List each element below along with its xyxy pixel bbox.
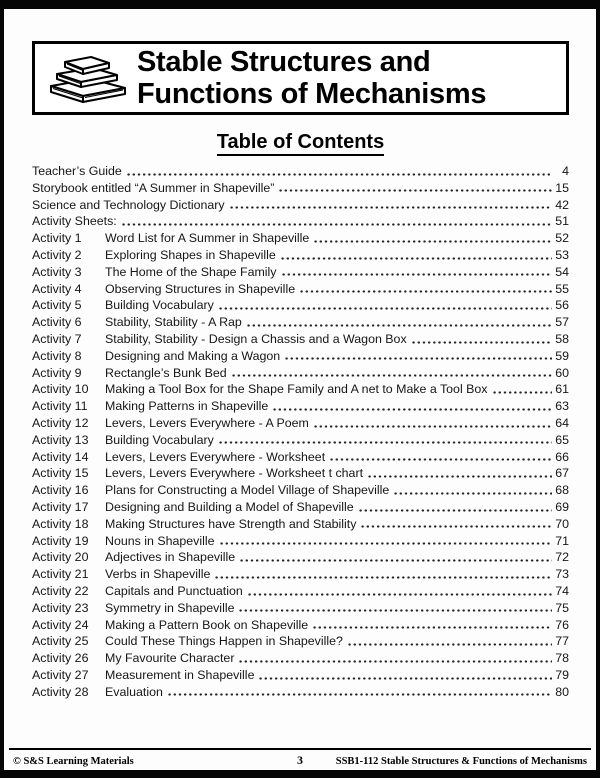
toc-activity-label: Activity 13: [32, 432, 89, 447]
toc-page-number: 15: [555, 180, 569, 195]
toc-dot-leader: [219, 533, 552, 550]
toc-activity-label: Activity 20: [32, 550, 89, 565]
toc-activity-label: Activity 8: [32, 348, 82, 363]
toc-row: [32, 617, 569, 634]
toc-dot-leader: [231, 365, 552, 382]
toc-page-number: 73: [555, 567, 569, 582]
toc-entry-title: Symmetry in Shapeville: [105, 600, 235, 615]
toc-dot-leader: [347, 633, 552, 650]
toc-row: [32, 314, 569, 331]
toc-dot-leader: [258, 667, 552, 684]
toc-activity-label: Activity 25: [32, 634, 89, 649]
footer-copyright: © S&S Learning Materials: [13, 756, 134, 767]
toc-list: [32, 163, 569, 701]
toc-dot-leader: [272, 398, 552, 415]
toc-page-number: 42: [555, 197, 569, 212]
toc-entry-title: Designing and Making a Wagon: [105, 348, 281, 363]
toc-row: [32, 281, 569, 298]
toc-page-number: 69: [555, 499, 569, 514]
toc-row: [32, 449, 569, 466]
toc-activity-label: Activity 15: [32, 466, 89, 481]
toc-activity-label: Activity 12: [32, 415, 89, 430]
toc-activity-label: Activity 1: [32, 231, 82, 246]
toc-activity-label: Activity 28: [32, 684, 89, 699]
toc-page-number: 51: [555, 214, 569, 229]
toc-entry-title: The Home of the Shape Family: [105, 264, 277, 279]
toc-page-number: 77: [555, 634, 569, 649]
toc-row: [32, 650, 569, 667]
toc-page-number: 70: [555, 516, 569, 531]
toc-entry-title: Capitals and Punctuation: [105, 583, 243, 598]
toc-dot-leader: [393, 482, 552, 499]
toc-activity-label: Activity 23: [32, 600, 89, 615]
toc-entry-title: Building Vocabulary: [105, 298, 214, 313]
toc-entry-title: Making Structures have Strength and Stability: [105, 516, 357, 531]
toc-row: [32, 633, 569, 650]
toc-entry-title: Making a Tool Box for the Shape Family and A net to Make a Tool Box: [105, 382, 488, 397]
toc-activity-label: Activity 2: [32, 247, 82, 262]
toc-activity-label: Activity 17: [32, 499, 89, 514]
toc-row: [32, 381, 569, 398]
toc-entry-title: Observing Structures in Shapeville: [105, 281, 296, 296]
toc-dot-leader: [239, 549, 552, 566]
toc-dot-leader: [312, 617, 552, 634]
footer-book-code: SSB1-112 Stable Structures & Functions of Mechanisms: [335, 756, 587, 767]
toc-page-number: 76: [555, 617, 569, 632]
toc-row: [32, 230, 569, 247]
toc-entry-title: Activity Sheets:: [32, 214, 117, 229]
toc-page-number: 79: [555, 667, 569, 682]
toc-dot-leader: [218, 432, 552, 449]
toc-dot-leader: [238, 600, 552, 617]
toc-dot-leader: [411, 331, 552, 348]
toc-dot-leader: [313, 415, 552, 432]
toc-row: [32, 432, 569, 449]
toc-activity-label: Activity 18: [32, 516, 89, 531]
toc-activity-label: Activity 27: [32, 667, 89, 682]
toc-row: [32, 516, 569, 533]
toc-activity-label: Activity 3: [32, 264, 82, 279]
toc-page-number: 66: [555, 449, 569, 464]
toc-dot-leader: [367, 465, 552, 482]
toc-entry-title: Levers, Levers Everywhere - Worksheet t chart: [105, 466, 364, 481]
toc-row: [32, 600, 569, 617]
toc-row: [32, 163, 569, 180]
toc-page-number: 54: [555, 264, 569, 279]
toc-dot-leader: [218, 297, 552, 314]
toc-page-number: 72: [555, 550, 569, 565]
toc-page-number: 64: [555, 415, 569, 430]
toc-entry-title: Stability, Stability - Design a Chassis and a Wagon Box: [105, 331, 407, 346]
toc-entry-title: My Favourite Character: [105, 651, 235, 666]
toc-entry-title: Measurement in Shapeville: [105, 667, 255, 682]
toc-page-number: 75: [555, 600, 569, 615]
toc-row: [32, 331, 569, 348]
toc-dot-leader: [360, 516, 552, 533]
toc-page-number: 71: [555, 533, 569, 548]
page-footer: [9, 748, 591, 770]
book-title-banner: [32, 41, 569, 115]
toc-heading: Table of Contents: [32, 131, 569, 154]
toc-dot-leader: [299, 281, 552, 298]
footer-page-number: 3: [297, 753, 303, 767]
toc-row: [32, 180, 569, 197]
toc-page-number: 56: [555, 298, 569, 313]
toc-entry-title: Could These Things Happen in Shapeville?: [105, 634, 343, 649]
toc-row: [32, 197, 569, 214]
toc-dot-leader: [247, 583, 552, 600]
toc-entry-title: Levers, Levers Everywhere - A Poem: [105, 415, 309, 430]
toc-row: [32, 264, 569, 281]
toc-entry-title: Making Patterns in Shapeville: [105, 399, 269, 414]
toc-page-number: 60: [555, 365, 569, 380]
toc-activity-label: Activity 14: [32, 449, 89, 464]
toc-page-number: 58: [555, 331, 569, 346]
toc-row: [32, 365, 569, 382]
toc-dot-leader: [329, 449, 552, 466]
toc-page-number: 68: [555, 483, 569, 498]
toc-entry-title: Verbs in Shapeville: [105, 567, 211, 582]
toc-dot-leader: [284, 348, 552, 365]
toc-entry-title: Designing and Building a Model of Shapeville: [105, 499, 354, 514]
toc-activity-label: Activity 19: [32, 533, 89, 548]
toc-page-number: 59: [555, 348, 569, 363]
toc-dot-leader: [238, 650, 552, 667]
toc-entry-title: Teacher’s Guide: [32, 164, 122, 178]
toc-row: [32, 533, 569, 550]
toc-dot-leader: [167, 684, 552, 701]
toc-row: [32, 684, 569, 701]
toc-entry-title: Levers, Levers Everywhere - Worksheet: [105, 449, 326, 464]
toc-activity-label: Activity 6: [32, 315, 82, 330]
toc-row: [32, 415, 569, 432]
toc-dot-leader: [280, 247, 552, 264]
toc-dot-leader: [229, 197, 552, 214]
toc-page-number: 53: [555, 247, 569, 262]
toc-dot-leader: [313, 230, 552, 247]
toc-row: [32, 247, 569, 264]
books-icon: [45, 49, 129, 107]
toc-activity-label: Activity 9: [32, 365, 82, 380]
toc-activity-label: Activity 16: [32, 483, 89, 498]
toc-dot-leader: [358, 499, 552, 516]
toc-row: [32, 566, 569, 583]
toc-entry-title: Building Vocabulary: [105, 432, 214, 447]
toc-page-number: 4: [562, 164, 569, 178]
toc-activity-label: Activity 5: [32, 298, 82, 313]
toc-dot-leader: [246, 314, 552, 331]
toc-row: [32, 583, 569, 600]
toc-entry-title: Adjectives in Shapeville: [105, 550, 236, 565]
toc-page-number: 78: [555, 651, 569, 666]
book-title: [129, 46, 486, 110]
toc-page-number: 57: [555, 315, 569, 330]
toc-entry-title: Nouns in Shapeville: [105, 533, 215, 548]
book-title-line-1: Stable Structures and: [137, 46, 431, 78]
toc-row: [32, 549, 569, 566]
toc-row: [32, 213, 569, 230]
toc-activity-label: Activity 24: [32, 617, 89, 632]
toc-row: [32, 499, 569, 516]
toc-entry-title: Rectangle’s Bunk Bed: [105, 365, 227, 380]
toc-activity-label: Activity 26: [32, 651, 89, 666]
toc-entry-title: Stability, Stability - A Rap: [105, 315, 242, 330]
toc-page-number: 55: [555, 281, 569, 296]
toc-dot-leader: [492, 381, 553, 398]
toc-page-number: 52: [555, 231, 569, 246]
toc-page-number: 74: [555, 583, 569, 598]
toc-dot-leader: [126, 163, 552, 180]
toc-row: [32, 398, 569, 415]
toc-row: [32, 482, 569, 499]
toc-entry-title: Word List for A Summer in Shapeville: [105, 231, 310, 246]
toc-entry-title: Making a Pattern Book on Shapeville: [105, 617, 309, 632]
toc-entry-title: Evaluation: [105, 684, 163, 699]
toc-activity-label: Activity 4: [32, 281, 82, 296]
toc-page-number: 67: [555, 466, 569, 481]
toc-dot-leader: [214, 566, 552, 583]
toc-page-number: 63: [555, 399, 569, 414]
toc-row: [32, 348, 569, 365]
toc-entry-title: Science and Technology Dictionary: [32, 197, 225, 212]
toc-activity-label: Activity 21: [32, 567, 89, 582]
toc-entry-title: Plans for Constructing a Model Village of Shapeville: [105, 483, 390, 498]
toc-activity-label: Activity 22: [32, 583, 89, 598]
toc-entry-title: Exploring Shapes in Shapeville: [105, 247, 276, 262]
toc-row: [32, 465, 569, 482]
toc-page-number: 61: [555, 382, 569, 397]
toc-dot-leader: [121, 213, 552, 230]
page-content: [4, 9, 596, 701]
toc-activity-label: Activity 11: [32, 399, 88, 414]
toc-activity-label: Activity 10: [32, 382, 89, 397]
toc-activity-label: Activity 7: [32, 331, 82, 346]
toc-page-number: 80: [555, 684, 569, 699]
toc-page-number: 65: [555, 432, 569, 447]
toc-row: [32, 297, 569, 314]
toc-row: [32, 667, 569, 684]
toc-dot-leader: [281, 264, 553, 281]
toc-entry-title: Storybook entitled “A Summer in Shapeville”: [32, 180, 275, 195]
toc-dot-leader: [278, 180, 552, 197]
book-title-line-2: Functions of Mechanisms: [137, 78, 487, 110]
